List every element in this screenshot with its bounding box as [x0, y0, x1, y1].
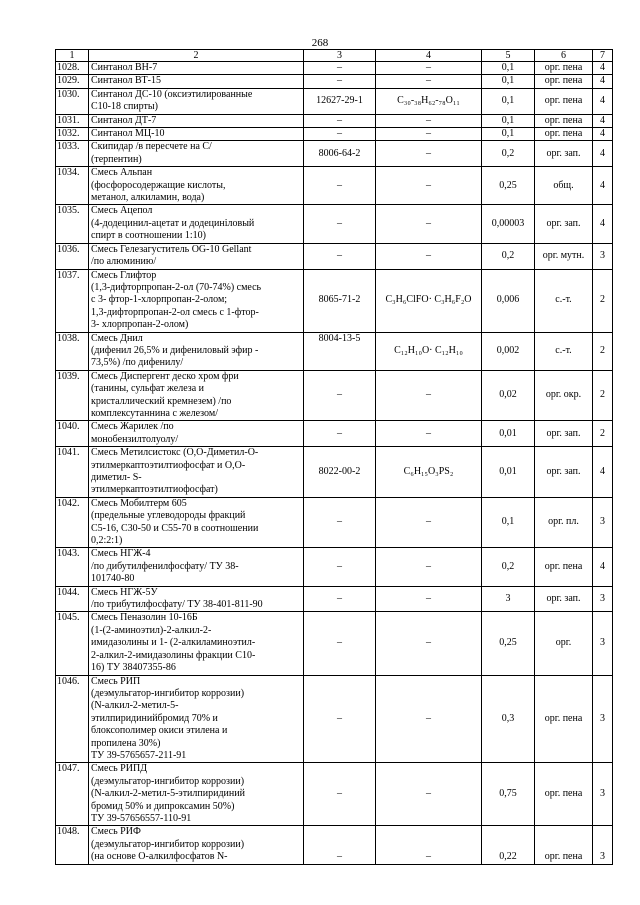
- table-row: [56, 205, 613, 243]
- substance-name: Смесь Ацепол (4-додецинил-ацетат и додецинiловый спирт в соотношении 1:10): [89, 205, 304, 243]
- table-row: [56, 497, 613, 548]
- hazard-class: 4: [593, 75, 613, 88]
- substance-name: Смесь Глифтор (1,3-дифторпропан-2-ол (70-74%) смесь с 3- фтор-1-хлорпропан-2-олом; 1,3-дифторпропан-2-ол смесь с 1-фтор- 3- хлорпропан-2-олом): [89, 269, 304, 332]
- table-row: [56, 586, 613, 612]
- cas-number: –: [304, 497, 376, 548]
- limit-value: 0,002: [482, 332, 535, 370]
- cas-number: 8006-64-2: [304, 141, 376, 167]
- limit-type: общ.: [535, 167, 593, 205]
- hazard-class: 4: [593, 141, 613, 167]
- limit-type: орг. пл.: [535, 497, 593, 548]
- row-number: 1032.: [56, 128, 89, 141]
- substance-name: Смесь Жарилек /по монобензилтолуолу/: [89, 421, 304, 447]
- substance-name: Смесь Пеназолин 10-16Б (1-(2-аминоэтил)-2-алкил-2- имидазолины и 1- (2-алкиламиноэтил- 2-алкил-2-имидазолины фракции С10- 16) ТУ 38407355-86: [89, 612, 304, 675]
- table-row: [56, 370, 613, 421]
- hazard-class: 2: [593, 332, 613, 370]
- row-number: 1042.: [56, 497, 89, 548]
- row-number: 1030.: [56, 88, 89, 114]
- hazard-class: 3: [593, 612, 613, 675]
- limit-value: 0,2: [482, 243, 535, 269]
- hazard-class: 4: [593, 114, 613, 127]
- cas-number: –: [304, 167, 376, 205]
- limit-value: 3: [482, 586, 535, 612]
- substance-name: Смесь Метилсистокс (O,O-Диметил-O- этилмеркаптоэтилтиофосфат и O,O- диметил- S- этилмеркаптоэтилтиофосфат): [89, 447, 304, 498]
- cas-number: 8004-13-5: [304, 332, 376, 370]
- limit-value: 0,01: [482, 421, 535, 447]
- limit-value: 0,00003: [482, 205, 535, 243]
- chemical-formula: –: [376, 141, 482, 167]
- table-row: [56, 447, 613, 498]
- cas-number: –: [304, 421, 376, 447]
- limit-value: 0,1: [482, 114, 535, 127]
- table-row: [56, 612, 613, 675]
- chemical-formula: –: [376, 167, 482, 205]
- chemical-formula: –: [376, 612, 482, 675]
- table-row: [56, 75, 613, 88]
- limit-value: 0,75: [482, 763, 535, 826]
- limit-type: орг. пена: [535, 114, 593, 127]
- limit-type: орг. мутн.: [535, 243, 593, 269]
- chemical-formula: –: [376, 826, 482, 864]
- row-number: 1036.: [56, 243, 89, 269]
- column-header-row: [56, 50, 613, 62]
- row-number: 1031.: [56, 114, 89, 127]
- hazard-class: 4: [593, 88, 613, 114]
- cas-number: –: [304, 128, 376, 141]
- hazard-class: 3: [593, 675, 613, 763]
- cas-number: –: [304, 548, 376, 586]
- chemical-formula: –: [376, 62, 482, 75]
- table-row: [56, 62, 613, 75]
- row-number: 1044.: [56, 586, 89, 612]
- substance-name: Синтанол ВТ-15: [89, 75, 304, 88]
- table-row: [56, 141, 613, 167]
- table-row: [56, 269, 613, 332]
- limit-type: орг. пена: [535, 88, 593, 114]
- limit-type: орг. зап.: [535, 141, 593, 167]
- hazard-class: 2: [593, 269, 613, 332]
- cas-number: –: [304, 243, 376, 269]
- hazard-class: 3: [593, 243, 613, 269]
- row-number: 1033.: [56, 141, 89, 167]
- chemical-formula: –: [376, 548, 482, 586]
- limit-value: 0,1: [482, 88, 535, 114]
- substance-name: Скипидар /в пересчете на С/ (терпентин): [89, 141, 304, 167]
- limit-type: орг. окр.: [535, 370, 593, 421]
- chemical-formula: –: [376, 586, 482, 612]
- chemical-formula: –: [376, 205, 482, 243]
- cas-number: –: [304, 612, 376, 675]
- chemical-formula: –: [376, 497, 482, 548]
- table-row: [56, 421, 613, 447]
- table-row: [56, 243, 613, 269]
- limit-type: с.-т.: [535, 269, 593, 332]
- limit-type: орг. зап.: [535, 586, 593, 612]
- cas-number: –: [304, 763, 376, 826]
- chemical-formula: –: [376, 370, 482, 421]
- substance-name: Синтанол ВН-7: [89, 62, 304, 75]
- cas-number: –: [304, 114, 376, 127]
- row-number: 1048.: [56, 826, 89, 864]
- limit-value: 0,25: [482, 167, 535, 205]
- limit-type: с.-т.: [535, 332, 593, 370]
- chemical-formula: –: [376, 763, 482, 826]
- cas-number: 8022-00-2: [304, 447, 376, 498]
- header-col-4: 4: [376, 50, 482, 62]
- substance-name: Синтанол ДС-10 (оксиэтилированные С10-18 спирты): [89, 88, 304, 114]
- table-row: [56, 88, 613, 114]
- table-row: [56, 675, 613, 763]
- limit-value: 0,1: [482, 128, 535, 141]
- limit-value: 0,006: [482, 269, 535, 332]
- substance-name: Синтанол ДТ-7: [89, 114, 304, 127]
- table-row: [56, 128, 613, 141]
- chemical-formula: C₃₀-₃₈H₆₂-₇₈O₁₁: [376, 88, 482, 114]
- chemical-formula: C₁₂H₁₀O· C₁₂H₁₀: [376, 332, 482, 370]
- limit-value: 0,1: [482, 497, 535, 548]
- chemical-formula: C₃H₆ClFO· C₃H₆F₂O: [376, 269, 482, 332]
- table-body: [56, 62, 613, 865]
- hazard-class: 2: [593, 370, 613, 421]
- limit-value: 0,1: [482, 62, 535, 75]
- substance-name: Смесь НГЖ-5У /по трибутилфосфату/ ТУ 38-401-811-90: [89, 586, 304, 612]
- substance-name: Смесь Днил (дифенил 26,5% и дифениловый эфир - 73,5%) /по дифенилу/: [89, 332, 304, 370]
- header-col-5: 5: [482, 50, 535, 62]
- row-number: 1045.: [56, 612, 89, 675]
- cas-number: –: [304, 370, 376, 421]
- hazard-class: 3: [593, 586, 613, 612]
- row-number: 1029.: [56, 75, 89, 88]
- substances-table: [55, 49, 613, 865]
- limit-value: 0,25: [482, 612, 535, 675]
- cas-number: –: [304, 586, 376, 612]
- limit-value: 0,22: [482, 826, 535, 864]
- limit-type: орг. зап.: [535, 205, 593, 243]
- page-number: 268: [311, 37, 329, 49]
- header-col-6: 6: [535, 50, 593, 62]
- row-number: 1041.: [56, 447, 89, 498]
- table-row: [56, 332, 613, 370]
- limit-type: орг. пена: [535, 763, 593, 826]
- limit-type: орг.: [535, 612, 593, 675]
- limit-type: орг. зап.: [535, 447, 593, 498]
- chemical-formula: –: [376, 114, 482, 127]
- table-row: [56, 763, 613, 826]
- header-col-1: 1: [56, 50, 89, 62]
- limit-type: орг. пена: [535, 675, 593, 763]
- chemical-formula: –: [376, 243, 482, 269]
- table-row: [56, 826, 613, 864]
- row-number: 1047.: [56, 763, 89, 826]
- row-number: 1040.: [56, 421, 89, 447]
- row-number: 1038.: [56, 332, 89, 370]
- substance-name: Смесь НГЖ-4 /по дибутилфенилфосфату/ ТУ 38- 101740-80: [89, 548, 304, 586]
- table-row: [56, 114, 613, 127]
- limit-value: 0,02: [482, 370, 535, 421]
- substance-name: Смесь РИП (деэмульгатор-ингибитор коррозии) (N-алкил-2-метил-5- этилпиридинийбромид 70% и блоксополимер окиси этилена и пропилена 30%) ТУ 39-5765657-211-91: [89, 675, 304, 763]
- hazard-class: 3: [593, 497, 613, 548]
- header-col-2: 2: [89, 50, 304, 62]
- row-number: 1043.: [56, 548, 89, 586]
- hazard-class: 4: [593, 128, 613, 141]
- header-col-3: 3: [304, 50, 376, 62]
- hazard-class: 4: [593, 62, 613, 75]
- hazard-class: 3: [593, 826, 613, 864]
- cas-number: 8065-71-2: [304, 269, 376, 332]
- cas-number: –: [304, 75, 376, 88]
- limit-value: 0,2: [482, 548, 535, 586]
- hazard-class: 3: [593, 763, 613, 826]
- hazard-class: 4: [593, 167, 613, 205]
- row-number: 1046.: [56, 675, 89, 763]
- limit-type: орг. пена: [535, 62, 593, 75]
- substance-name: Смесь Гелезагуститель OG-10 Gellant /по алюминию/: [89, 243, 304, 269]
- limit-value: 0,1: [482, 75, 535, 88]
- cas-number: –: [304, 205, 376, 243]
- chemical-formula: –: [376, 421, 482, 447]
- limit-type: орг. пена: [535, 128, 593, 141]
- limit-type: орг. пена: [535, 75, 593, 88]
- row-number: 1028.: [56, 62, 89, 75]
- cas-number: 12627-29-1: [304, 88, 376, 114]
- hazard-class: 4: [593, 205, 613, 243]
- limit-type: орг. пена: [535, 548, 593, 586]
- row-number: 1035.: [56, 205, 89, 243]
- table-row: [56, 548, 613, 586]
- cas-number: –: [304, 62, 376, 75]
- limit-value: 0,2: [482, 141, 535, 167]
- chemical-formula: C₆H₁₅O₃PS₂: [376, 447, 482, 498]
- header-col-7: 7: [593, 50, 613, 62]
- hazard-class: 4: [593, 447, 613, 498]
- substance-name: Смесь Мобилтерм 605 (предельные углеводороды фракций С5-16, С30-50 и С55-70 в соотношении 0,2:2:1): [89, 497, 304, 548]
- chemical-formula: –: [376, 75, 482, 88]
- substance-name: Синтанол МЦ-10: [89, 128, 304, 141]
- cas-number: –: [304, 826, 376, 864]
- limit-type: орг. зап.: [535, 421, 593, 447]
- chemical-formula: –: [376, 675, 482, 763]
- substance-name: Смесь РИФ (деэмульгатор-ингибитор коррозии) (на основе O-алкилфосфатов N-: [89, 826, 304, 864]
- limit-value: 0,3: [482, 675, 535, 763]
- substance-name: Смесь Диспергент деско хром фри (танины, сульфат железа и кристаллический кремнезем) /по комплексутаннина с железом/: [89, 370, 304, 421]
- hazard-class: 4: [593, 548, 613, 586]
- limit-value: 0,01: [482, 447, 535, 498]
- chemical-formula: –: [376, 128, 482, 141]
- row-number: 1034.: [56, 167, 89, 205]
- row-number: 1037.: [56, 269, 89, 332]
- substance-name: Смесь РИПД (деэмульгатор-ингибитор коррозии) (N-алкил-2-метил-5-этилпиридиний бромид 50% и дипроксамин 50%) ТУ 39-57656557-110-91: [89, 763, 304, 826]
- row-number: 1039.: [56, 370, 89, 421]
- substance-name: Смесь Альпан (фосфоросодержащие кислоты, метанол, алкиламин, вода): [89, 167, 304, 205]
- hazard-class: 2: [593, 421, 613, 447]
- cas-number: –: [304, 675, 376, 763]
- table-row: [56, 167, 613, 205]
- limit-type: орг. пена: [535, 826, 593, 864]
